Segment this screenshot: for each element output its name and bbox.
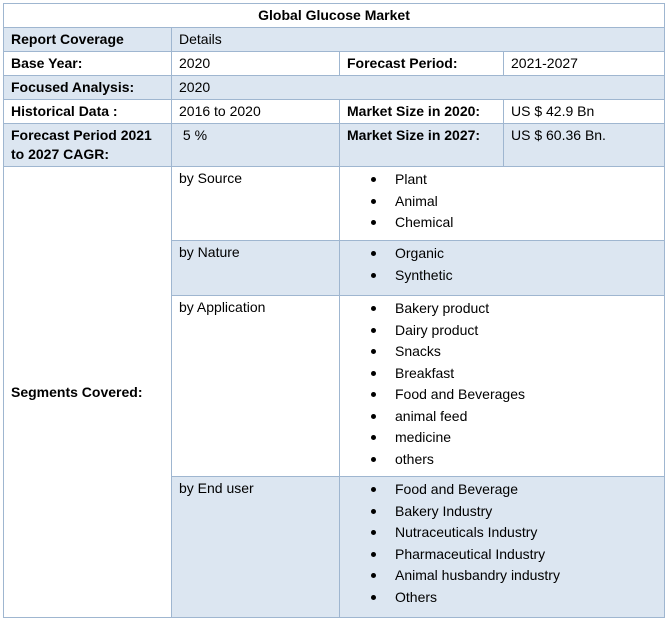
report-coverage-header: Report Coverage [4,28,172,52]
list-item: Others [347,587,657,609]
list-item: Animal [347,191,657,213]
market-size-2027-value: US $ 60.36 Bn. [504,124,665,167]
list-item: animal feed [347,406,657,428]
segment-group-items [340,241,665,296]
segments-covered-label: Segments Covered: [4,167,172,618]
segment-group-items [340,477,665,618]
forecast-period-label: Forecast Period: [340,52,504,76]
list-item: Dairy product [347,320,657,342]
segment-group-name: by Source [172,167,340,241]
list-item: Nutraceuticals Industry [347,522,657,544]
table-title: Global Glucose Market [4,4,665,28]
list-item: Animal husbandry industry [347,565,657,587]
focused-analysis-label: Focused Analysis: [4,76,172,100]
list-item: others [347,449,657,471]
historical-data-label: Historical Data : [4,100,172,124]
list-item: Bakery product [347,298,657,320]
bullet-list [347,479,657,608]
bullet-list [347,298,657,470]
market-size-2027-label: Market Size in 2027: [340,124,504,167]
list-item: Bakery Industry [347,501,657,523]
base-year-value: 2020 [172,52,340,76]
base-year-label: Base Year: [4,52,172,76]
segment-group-items [340,296,665,477]
segment-group-items [340,167,665,241]
list-item: Food and Beverage [347,479,657,501]
market-report-table [3,3,665,618]
cagr-label: Forecast Period 2021 to 2027 CAGR: [4,124,172,167]
segment-group-name: by Nature [172,241,340,296]
list-item: Chemical [347,212,657,234]
bullet-list [347,169,657,234]
focused-analysis-value: 2020 [172,76,665,100]
segment-group-name: by Application [172,296,340,477]
forecast-period-value: 2021-2027 [504,52,665,76]
list-item: Synthetic [347,265,657,287]
historical-data-value: 2016 to 2020 [172,100,340,124]
bullet-list [347,243,657,286]
cagr-value: 5 % [172,124,340,167]
list-item: Snacks [347,341,657,363]
list-item: Food and Beverages [347,384,657,406]
market-size-2020-value: US $ 42.9 Bn [504,100,665,124]
list-item: medicine [347,427,657,449]
market-size-2020-label: Market Size in 2020: [340,100,504,124]
list-item: Pharmaceutical Industry [347,544,657,566]
list-item: Plant [347,169,657,191]
details-header: Details [172,28,665,52]
list-item: Organic [347,243,657,265]
segment-group-name: by End user [172,477,340,618]
list-item: Breakfast [347,363,657,385]
